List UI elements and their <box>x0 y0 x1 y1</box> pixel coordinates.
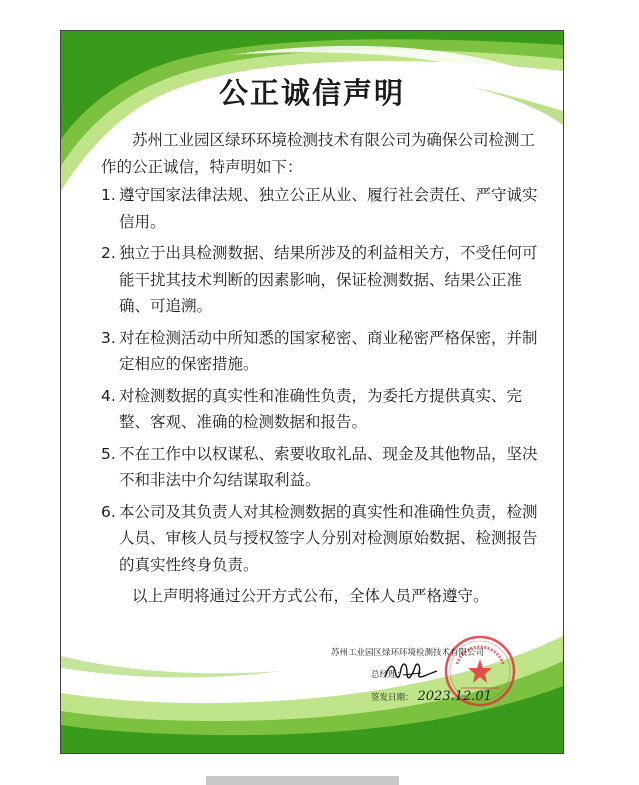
list-item <box>101 499 549 579</box>
item-number: 2. <box>101 244 116 262</box>
manager-label: 总经理： <box>371 670 406 680</box>
item-number: 4. <box>101 386 116 405</box>
item-text: 不在工作中以权谋私、索要收取礼品、现金及其他物品，坚决不和非法中介勾结谋取利益。 <box>119 444 538 489</box>
item-text: 本公司及其负责人对其检测数据的真实性和准确性负责，检测人员、审核人员与授权签字人分别对检测原始数据、检测报告的真实性终身负责。 <box>119 502 538 574</box>
signature-company: 苏州工业园区绿环环境检测技术有限公司 <box>331 648 485 658</box>
item-text: 遵守国家法律法规、独立公正从业、履行社会责任、严守诚实信用。 <box>119 186 538 231</box>
list-item <box>101 240 549 320</box>
item-text: 对在检测活动中所知悉的国家秘密、商业秘密严格保密，并制定相应的保密措施。 <box>119 328 538 373</box>
item-text: 对检测数据的真实性和准确性负责，为委托方提供真实、完整、客观、准确的检测数据和报告。 <box>119 386 523 431</box>
item-text: 独立于出具检测数据、结果所涉及的利益相关方，不受任何可能干扰其技术判断的因素影响，保证检测数据、结果公正准确、可追溯。 <box>119 244 538 315</box>
item-number: 1. <box>101 186 116 204</box>
list-item <box>101 325 549 378</box>
issue-date-row <box>371 687 492 708</box>
list-item <box>101 383 549 436</box>
statement-body <box>101 127 549 610</box>
list-item <box>101 182 549 235</box>
item-number: 3. <box>101 328 116 347</box>
date-label: 签发日期： <box>371 693 414 703</box>
notice-board <box>60 30 564 754</box>
closing-paragraph: 以上声明将通过公开方式公布，全体人员严格遵守。 <box>132 587 489 605</box>
list-item <box>101 441 549 494</box>
item-number: 5. <box>101 444 116 463</box>
date-value: 2023.12.01 <box>417 689 492 704</box>
intro-paragraph: 苏州工业园区绿环环境检测技术有限公司为确保公司检测工作的公正诚信，特声明如下： <box>101 131 536 176</box>
page-title: 公正诚信声明 <box>218 76 405 110</box>
item-number: 6. <box>101 502 116 521</box>
horizontal-scrollbar[interactable] <box>206 776 399 785</box>
